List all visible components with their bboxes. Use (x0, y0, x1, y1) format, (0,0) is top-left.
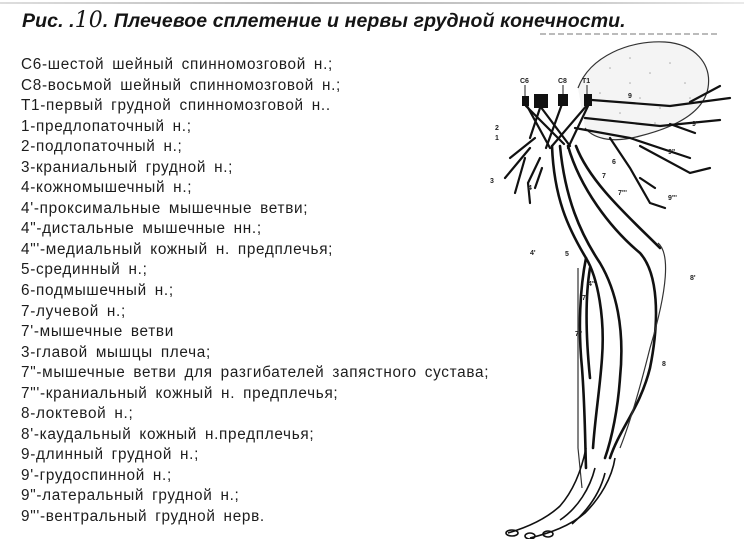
legend-item: 9"'-вентральный грудной нерв. (21, 508, 265, 526)
label-7: 7 (602, 173, 606, 180)
forelimb-nerve-drawing (490, 28, 744, 539)
brachial-plexus-illustration (490, 28, 744, 539)
label-3: 3 (490, 178, 494, 185)
label-c6: C6 (520, 78, 529, 85)
legend-item: 9-длинный грудной н.; (21, 446, 200, 464)
legend-item: 8'-каудальный кожный н.предплечья; (21, 425, 315, 443)
label-7-double-prime: 7" (575, 331, 583, 338)
legend-item: 7"-мышечные ветви для разгибателей запястного сустава; (21, 364, 490, 382)
label-8-prime: 8' (690, 275, 696, 282)
legend-item: T1-первый грудной спинномозговой н.. (21, 97, 331, 115)
label-7-prime: 7' (582, 295, 588, 302)
label-9-prime: 9' (692, 121, 698, 128)
figure-caption-text: . Плечевое сплетение и нервы грудной конечности. (102, 10, 626, 32)
figure-caption-prefix: Рис. . (22, 10, 75, 32)
legend-item: 2-подлопаточный н.; (21, 138, 183, 156)
label-t1: T1 (582, 78, 591, 85)
top-divider-line (0, 2, 744, 4)
label-7-triple-prime: 7"' (618, 190, 627, 197)
legend-item: 6-подмышечный н.; (21, 282, 174, 300)
legend-item: 7-лучевой н.; (21, 302, 126, 320)
legend-item: 4"-дистальные мышечные нн.; (21, 220, 262, 238)
legend-item: 4'-проксимальные мышечные ветви; (21, 199, 309, 217)
label-9-triple-prime: 9"' (668, 195, 677, 202)
legend-item: 4-кожномышечный н.; (21, 179, 193, 197)
legend-item: C8-восьмой шейный спинномозговой н.; (21, 76, 342, 94)
legend-item: 3-краниальный грудной н.; (21, 158, 234, 176)
label-8: 8 (662, 361, 666, 368)
figure-number: 10 (74, 8, 103, 33)
legend-item: 9"-латеральный грудной н.; (21, 487, 240, 505)
label-4-double-prime: 4" (588, 281, 596, 288)
label-4: 4 (528, 185, 532, 192)
label-2: 2 (495, 125, 499, 132)
legend-item: 3-главой мышцы плеча; (21, 343, 211, 361)
label-6: 6 (612, 159, 616, 166)
legend-item: 8-локтевой н.; (21, 405, 134, 423)
legend-item: 5-срединный н.; (21, 261, 148, 279)
nerve-legend-list (21, 55, 489, 528)
label-c8: C8 (558, 78, 567, 85)
label-5: 5 (565, 251, 569, 258)
label-1: 1 (495, 135, 499, 142)
label-9: 9 (628, 93, 632, 100)
legend-item: 4"'-медиальный кожный н. предплечья; (21, 240, 334, 258)
label-4-prime: 4' (530, 250, 536, 257)
paw-drawing (506, 448, 615, 539)
legend-item: 7'-мышечные ветви (21, 323, 175, 341)
legend-item: C6-шестой шейный спинномозговой н.; (21, 56, 333, 73)
legend-item: 9'-грудоспинной н.; (21, 466, 172, 484)
legend-item: 1-предлопаточный н.; (21, 117, 192, 135)
label-9-double-prime: 9" (668, 149, 676, 156)
legend-item: 7"'-краниальный кожный н. предплечья; (21, 384, 339, 402)
